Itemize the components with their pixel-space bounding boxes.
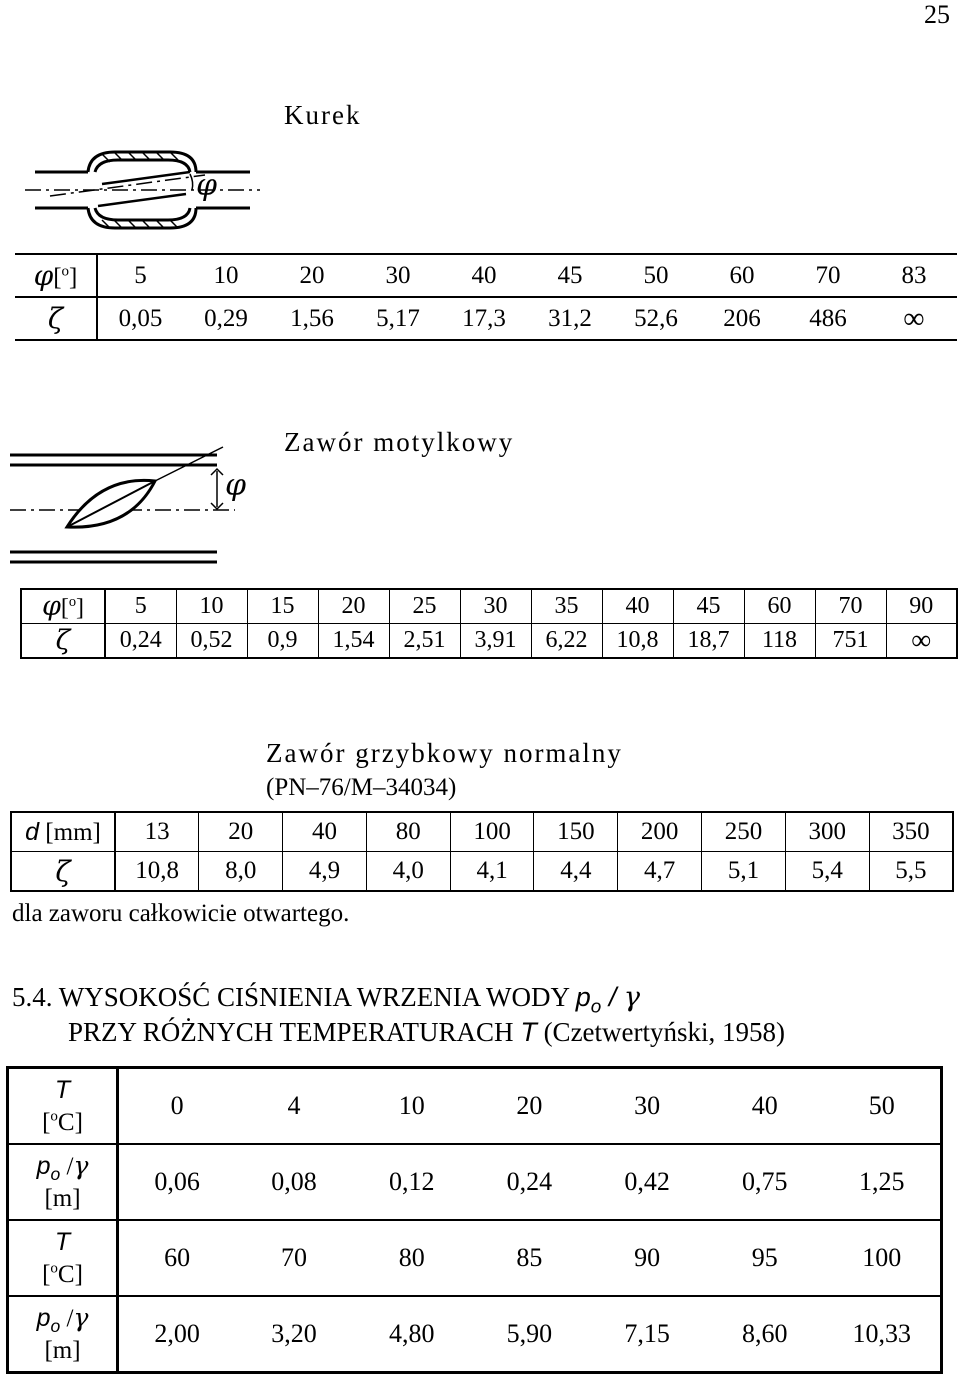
- temp-cell: 30: [634, 1091, 661, 1120]
- motyl-phi-cell: 45: [673, 589, 744, 624]
- temp-cell: 80: [353, 1220, 471, 1296]
- grzyb-zeta-cell: 5,4: [785, 852, 869, 892]
- kurek-phi-cell: 5: [97, 254, 183, 297]
- pressure-cell: 0,06: [118, 1144, 236, 1220]
- kurek-zeta-cell: 0,05: [97, 297, 183, 340]
- grzyb-d-cell: 13: [115, 812, 199, 852]
- kurek-zeta-cell: 31,2: [527, 297, 613, 340]
- motyl-phi-cell: 70: [815, 589, 886, 624]
- motyl-phi-cell: 35: [531, 589, 602, 624]
- temp-cell: 85: [471, 1220, 589, 1296]
- grzyb-subtitle: (PN–76/M–34034): [266, 774, 457, 801]
- temp-cell: 70: [235, 1220, 353, 1296]
- motyl-phi-cell: 5: [105, 589, 176, 624]
- motyl-phi-cell: 30: [460, 589, 531, 624]
- grzyb-table: [10, 811, 954, 892]
- motyl-table: [20, 588, 958, 659]
- pressure-cell: 0,12: [353, 1144, 471, 1220]
- pressure-cell: 8,60: [706, 1296, 824, 1373]
- pressure-cell: 0,42: [588, 1144, 706, 1220]
- temp-cell: 60: [118, 1220, 236, 1296]
- grzyb-d-cell: 20: [199, 812, 283, 852]
- temp-cell: 0: [170, 1091, 184, 1120]
- kurek-phi-cell: 83: [871, 254, 957, 297]
- pressure-row-1: [8, 1144, 942, 1220]
- pressure-cell: 10,33: [824, 1296, 942, 1373]
- motyl-zeta-cell: 0,24: [105, 624, 176, 659]
- grzyb-zeta-cell: 10,8: [115, 852, 199, 892]
- kurek-zeta-cell: 486: [785, 297, 871, 340]
- butterfly-valve-diagram: [5, 445, 245, 570]
- kurek-phi-cell: 20: [269, 254, 355, 297]
- pressure-cell: 2,00: [118, 1296, 236, 1373]
- temp-row-1: [8, 1068, 942, 1145]
- temp-cell: 40: [751, 1091, 778, 1120]
- pressure-cell: 5,90: [471, 1296, 589, 1373]
- motyl-zeta-row: [21, 624, 957, 659]
- kurek-zeta-cell: 206: [699, 297, 785, 340]
- kurek-phi-row: [15, 254, 957, 297]
- pressure-cell: 0,24: [471, 1144, 589, 1220]
- grzyb-d-header: d [mm]: [11, 812, 115, 852]
- grzyb-d-cell: 200: [618, 812, 702, 852]
- kurek-phi-header: φ[$^o$]: [15, 254, 97, 297]
- pressure-cell: 3,20: [235, 1296, 353, 1373]
- page-number: 25: [924, 0, 950, 29]
- pressure-cell: 0,75: [706, 1144, 824, 1220]
- motyl-zeta-cell: 118: [744, 624, 815, 659]
- temp-cell: 90: [588, 1220, 706, 1296]
- grzyb-d-cell: 250: [702, 812, 786, 852]
- plug-valve-diagram: [20, 140, 270, 250]
- kurek-zeta-cell: 0,29: [183, 297, 269, 340]
- motyl-zeta-cell: 10,8: [602, 624, 673, 659]
- motyl-phi-cell: 40: [602, 589, 673, 624]
- section-heading: 5.4. WYSOKOŚĆ CIŚNIENIA WRZENIA WODY $p_o$ / γ: [12, 982, 640, 1018]
- motyl-zeta-cell: 18,7: [673, 624, 744, 659]
- grzyb-zeta-cell: 4,0: [366, 852, 450, 892]
- motyl-phi-cell: 25: [389, 589, 460, 624]
- pressure-cell: 7,15: [588, 1296, 706, 1373]
- grzyb-zeta-cell: 4,9: [283, 852, 367, 892]
- kurek-zeta-cell: 5,17: [355, 297, 441, 340]
- temp-header: T [$^o$C]: [8, 1068, 118, 1145]
- boiling-pressure-table: [6, 1066, 943, 1374]
- kurek-phi-cell: 30: [355, 254, 441, 297]
- kurek-zeta-cell: 52,6: [613, 297, 699, 340]
- temp-cell: 10: [398, 1091, 425, 1120]
- temp-cell: 100: [824, 1220, 942, 1296]
- motyl-zeta-cell: ∞: [886, 624, 957, 659]
- kurek-zeta-cell: 1,56: [269, 297, 355, 340]
- pressure-header: $p_o$ /γ [m]: [8, 1296, 118, 1373]
- kurek-phi-label: φ: [196, 168, 218, 203]
- motyl-zeta-cell: 3,91: [460, 624, 531, 659]
- grzyb-title: Zawór grzybkowy normalny: [266, 738, 623, 768]
- grzyb-note: dla zaworu całkowicie otwartego.: [12, 900, 350, 927]
- kurek-zeta-cell: ∞: [871, 297, 957, 340]
- grzyb-d-cell: 100: [450, 812, 534, 852]
- grzyb-d-cell: 80: [366, 812, 450, 852]
- kurek-phi-cell: 70: [785, 254, 871, 297]
- temp-cell: 4: [287, 1091, 301, 1120]
- motyl-phi-header: φ[$^o$]: [21, 589, 105, 624]
- pressure-row-2: [8, 1296, 942, 1373]
- motyl-phi-cell: 60: [744, 589, 815, 624]
- motyl-zeta-cell: 0,9: [247, 624, 318, 659]
- motyl-phi-cell: 15: [247, 589, 318, 624]
- temp-row-2: [8, 1220, 942, 1296]
- grzyb-zeta-cell: 5,5: [869, 852, 953, 892]
- grzyb-zeta-cell: 4,7: [618, 852, 702, 892]
- pressure-header: $p_o$ /γ [m]: [8, 1144, 118, 1220]
- grzyb-zeta-header: ζ: [11, 852, 115, 892]
- temp-cell: 50: [868, 1091, 895, 1120]
- pressure-cell: 4,80: [353, 1296, 471, 1373]
- motyl-phi-cell: 90: [886, 589, 957, 624]
- motyl-phi-cell: 10: [176, 589, 247, 624]
- pressure-cell: 0,08: [235, 1144, 353, 1220]
- kurek-zeta-cell: 17,3: [441, 297, 527, 340]
- grzyb-zeta-cell: 5,1: [702, 852, 786, 892]
- pressure-cell: 1,25: [824, 1144, 942, 1220]
- motyl-phi-cell: 20: [318, 589, 389, 624]
- temp-header: T [$^o$C]: [8, 1220, 118, 1296]
- grzyb-d-cell: 350: [869, 812, 953, 852]
- motyl-phi-label: φ: [225, 468, 247, 503]
- kurek-zeta-header: ζ: [15, 297, 97, 340]
- kurek-phi-cell: 45: [527, 254, 613, 297]
- grzyb-zeta-cell: 4,4: [534, 852, 618, 892]
- section-heading-line2: PRZY RÓŻNYCH TEMPERATURACH T (Czetwertyński, 1958): [68, 1017, 786, 1047]
- grzyb-zeta-cell: 4,1: [450, 852, 534, 892]
- grzyb-zeta-cell: 8,0: [199, 852, 283, 892]
- grzyb-d-cell: 40: [283, 812, 367, 852]
- motyl-zeta-cell: 6,22: [531, 624, 602, 659]
- grzyb-d-row: [11, 812, 953, 852]
- kurek-phi-cell: 50: [613, 254, 699, 297]
- grzyb-d-cell: 150: [534, 812, 618, 852]
- motyl-zeta-cell: 751: [815, 624, 886, 659]
- motyl-zeta-cell: 2,51: [389, 624, 460, 659]
- grzyb-d-cell: 300: [785, 812, 869, 852]
- kurek-zeta-row: [15, 297, 957, 340]
- kurek-table: [15, 253, 957, 341]
- motyl-zeta-header: ζ: [21, 624, 105, 659]
- grzyb-zeta-row: [11, 852, 953, 892]
- motyl-phi-row: [21, 589, 957, 624]
- temp-cell: 20: [516, 1091, 543, 1120]
- motyl-title: Zawór motylkowy: [284, 427, 515, 457]
- motyl-zeta-cell: 1,54: [318, 624, 389, 659]
- kurek-phi-cell: 10: [183, 254, 269, 297]
- motyl-zeta-cell: 0,52: [176, 624, 247, 659]
- kurek-title: Kurek: [284, 100, 362, 130]
- temp-cell: 95: [706, 1220, 824, 1296]
- kurek-phi-cell: 40: [441, 254, 527, 297]
- kurek-phi-cell: 60: [699, 254, 785, 297]
